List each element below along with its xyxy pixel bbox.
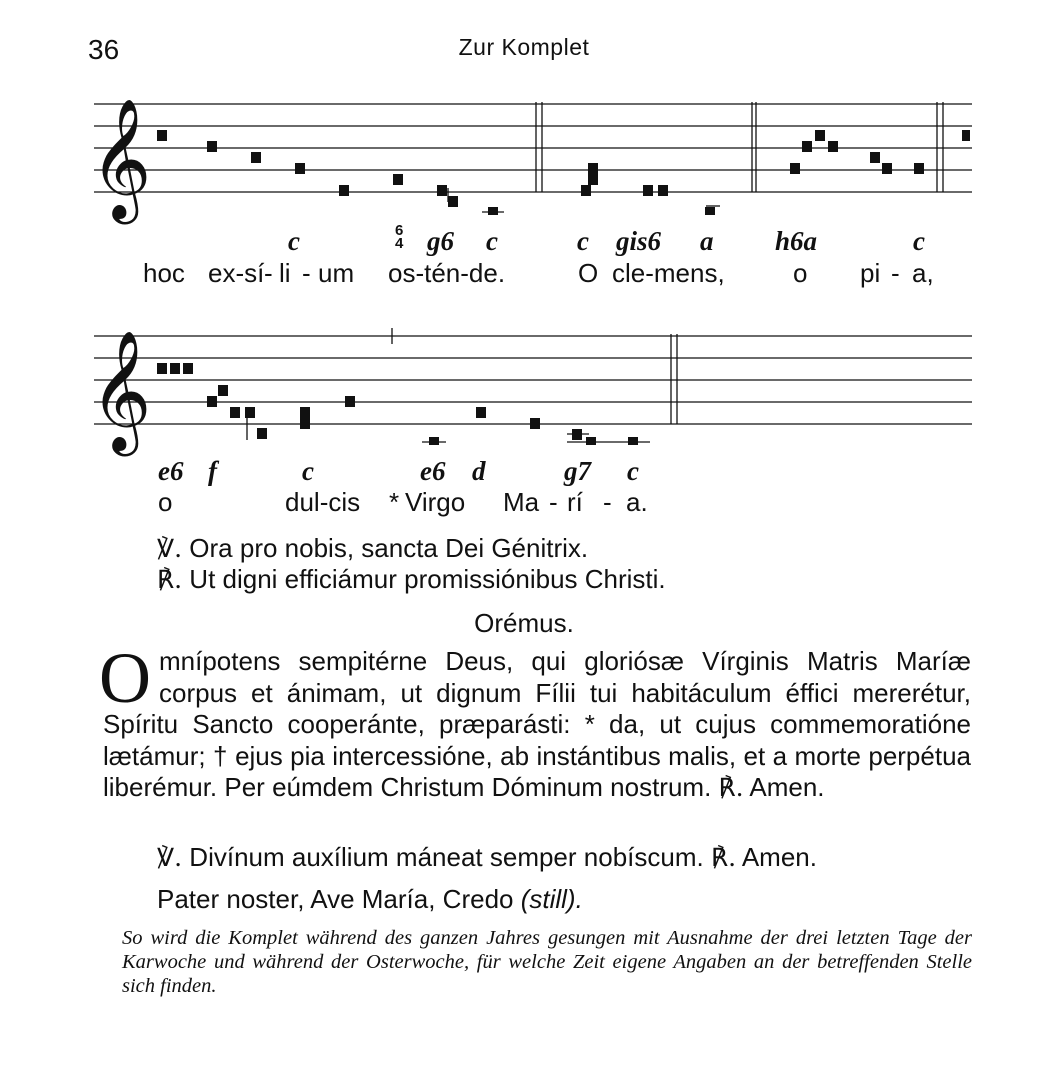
response-text: Ut digni efficiámur promissiónibus Christi.	[189, 564, 666, 594]
response-symbol: ℟.	[718, 773, 744, 802]
lyric-syllable: a.	[626, 487, 648, 517]
chord-c-3: c	[577, 226, 589, 256]
svg-text:𝄞: 𝄞	[90, 329, 152, 451]
lyric-hyphen: -	[549, 487, 558, 517]
lyric-hyphen: -	[891, 258, 900, 288]
lyric-syllable: um	[318, 258, 355, 288]
chord-d: d	[472, 456, 486, 486]
lyric-syllable: hoc	[143, 258, 185, 288]
collect-response: Amen.	[749, 772, 825, 802]
collect-prayer	[99, 638, 971, 804]
lyric-syllable: o	[793, 258, 808, 288]
page-number: 36	[88, 34, 120, 65]
chord-g7: g7	[564, 456, 591, 486]
oremus-heading: Orémus.	[474, 608, 574, 638]
response-line	[157, 564, 666, 595]
lyric-hyphen: -	[302, 258, 311, 288]
svg-text:𝄞: 𝄞	[90, 97, 152, 219]
response-symbol: ℟.	[157, 565, 183, 594]
treble-clef-icon	[90, 329, 151, 456]
blessing-text: Divínum auxílium máneat semper nobíscum.	[189, 842, 704, 872]
music-staff-2	[0, 322, 1048, 452]
chant-notes	[157, 363, 638, 445]
chord-g6: g6	[427, 226, 454, 256]
lyric-syllable: a,	[912, 258, 934, 288]
chord-c-1: c	[288, 226, 300, 256]
prayers-text: Pater noster, Ave María, Credo	[157, 884, 514, 914]
chord-h6a: h6a	[775, 226, 818, 256]
prayers-note: (still).	[520, 884, 583, 914]
collect-text: mnípotens sempitérne Deus, qui gloriósæ Vírginis Matris Maríæ corpus et ánimam, ut dignum Fílii tui habitáculum éffici mererétur, Spíritu Sancto cooperánte, præparásti: * da, ut cujus commemoratióne lætámur; † ejus pia intercessióne, ab instántibus malis, et a morte perpétua liberémur. Per eúmdem Christum Dóminum nostrum.	[103, 646, 971, 802]
rubric-note: So wird die Komplet während des ganzen Jahres gesungen mit Ausnahme der drei letzten Tage der Karwoche und während der Osterwoche, für welche Zeit eigene Angaben an der betreffenden Stelle sich finden.	[122, 927, 972, 997]
chord-gis6: gis6	[616, 226, 662, 256]
response-symbol: ℟.	[710, 843, 737, 872]
lyric-syllable: Ma	[503, 487, 540, 517]
chant-notes	[157, 130, 970, 215]
chord-c-4: c	[913, 226, 925, 256]
chord-f: f	[208, 456, 217, 486]
running-head: Zur Komplet	[458, 34, 590, 60]
music-staff-1	[0, 90, 1048, 220]
drop-cap-initial: O	[99, 638, 151, 718]
versicle-text: Ora pro nobis, sancta Dei Génitrix.	[189, 533, 589, 563]
lyric-syllable: o	[158, 487, 173, 517]
lyric-syllable: pi	[860, 258, 881, 288]
blessing-response: Amen.	[741, 842, 817, 872]
lyric-syllable: rí	[567, 487, 583, 517]
chord-e6-1: e6	[158, 456, 184, 486]
lyric-syllable: Virgo	[405, 487, 466, 517]
lyric-hyphen: -	[264, 258, 273, 288]
figure-bottom: 4	[395, 235, 404, 252]
lyric-syllable: li	[279, 258, 291, 288]
figured-bass	[395, 224, 403, 250]
chord-c-6: c	[627, 456, 639, 486]
lyric-syllable: O	[578, 258, 599, 288]
chord-e6-2: e6	[420, 456, 446, 486]
figure-top: 6	[395, 222, 404, 239]
chord-c-5: c	[302, 456, 314, 486]
chord-c-2: c	[486, 226, 498, 256]
lyric-hyphen: -	[603, 487, 612, 517]
blessing-line	[157, 842, 817, 873]
chord-a: a	[700, 226, 714, 256]
versicle-symbol: ℣.	[157, 534, 183, 563]
prayers-line	[157, 884, 583, 915]
lyric-syllable: ex-sí	[208, 258, 265, 288]
lyric-asterisk: *	[389, 487, 400, 517]
lyric-syllable: os-tén-de.	[388, 258, 506, 288]
lyric-syllable: cle-mens,	[612, 258, 725, 288]
versicle-symbol: ℣.	[157, 843, 183, 872]
lyric-syllable: dul-cis	[285, 487, 361, 517]
treble-clef-icon	[90, 97, 151, 224]
versicle-line	[157, 533, 588, 564]
